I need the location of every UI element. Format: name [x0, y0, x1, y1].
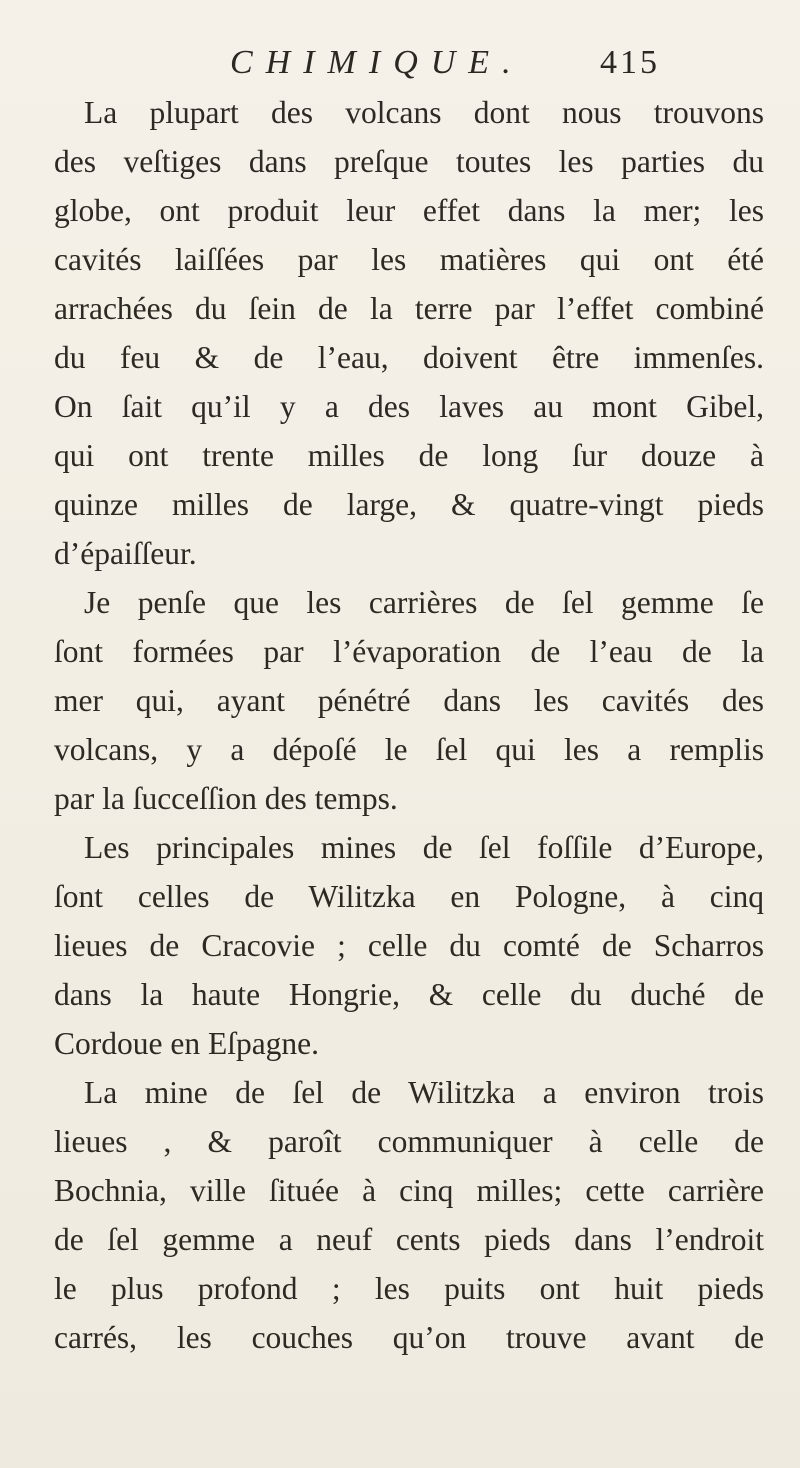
text-line: arrachées du ſein de la terre par l’effet combiné — [54, 291, 764, 326]
text-line: carrés, les couches qu’on trouve avant de — [54, 1320, 764, 1355]
page-number: 415 — [600, 44, 660, 81]
text-line: Je penſe que les carrières de ſel gemme ſe — [84, 585, 764, 620]
text-line: globe, ont produit leur effet dans la mer; les — [54, 193, 764, 228]
paragraph-wilitzka — [54, 1068, 764, 1362]
text-line: dans la haute Hongrie, & celle du duché de — [54, 977, 764, 1012]
text-line: ſont celles de Wilitzka en Pologne, à cinq — [54, 879, 764, 914]
running-title: CHIMIQUE. — [230, 44, 524, 81]
body-text — [54, 88, 764, 1362]
text-line: lieues , & paroît communiquer à celle de — [54, 1124, 764, 1159]
paragraph-mines — [54, 823, 764, 1068]
text-line: Les principales mines de ſel foſſile d’Europe, — [84, 830, 764, 865]
text-line: ſont formées par l’évaporation de l’eau de la — [54, 634, 764, 669]
text-line: Bochnia, ville ſituée à cinq milles; cette carrière — [54, 1173, 764, 1208]
text-line: lieues de Cracovie ; celle du comté de Scharros — [54, 928, 764, 963]
text-line: de ſel gemme a neuf cents pieds dans l’endroit — [54, 1222, 764, 1257]
text-line: Cordoue en Eſpagne. — [54, 1026, 320, 1061]
paragraph-carrieres — [54, 578, 764, 823]
text-line: On ſait qu’il y a des laves au mont Gibel, — [54, 389, 764, 424]
text-line: par la ſucceſſion des temps. — [54, 781, 398, 816]
text-line: La mine de ſel de Wilitzka a environ trois — [84, 1075, 764, 1110]
running-head — [230, 44, 730, 94]
text-line: mer qui, ayant pénétré dans les cavités des — [54, 683, 764, 718]
text-line: quinze milles de large, & quatre-vingt pieds — [54, 487, 764, 522]
text-line: du feu & de l’eau, doivent être immenſes. — [54, 340, 764, 375]
text-line: qui ont trente milles de long ſur douze à — [54, 438, 764, 473]
text-line: La plupart des volcans dont nous trouvons — [84, 95, 764, 130]
text-line: le plus profond ; les puits ont huit pieds — [54, 1271, 764, 1306]
text-line: cavités laiſſées par les matières qui ont été — [54, 242, 764, 277]
text-line: des veſtiges dans preſque toutes les parties du — [54, 144, 764, 179]
paragraph-volcans — [54, 88, 764, 578]
text-line: volcans, y a dépoſé le ſel qui les a remplis — [54, 732, 764, 767]
text-line: d’épaiſſeur. — [54, 536, 197, 571]
